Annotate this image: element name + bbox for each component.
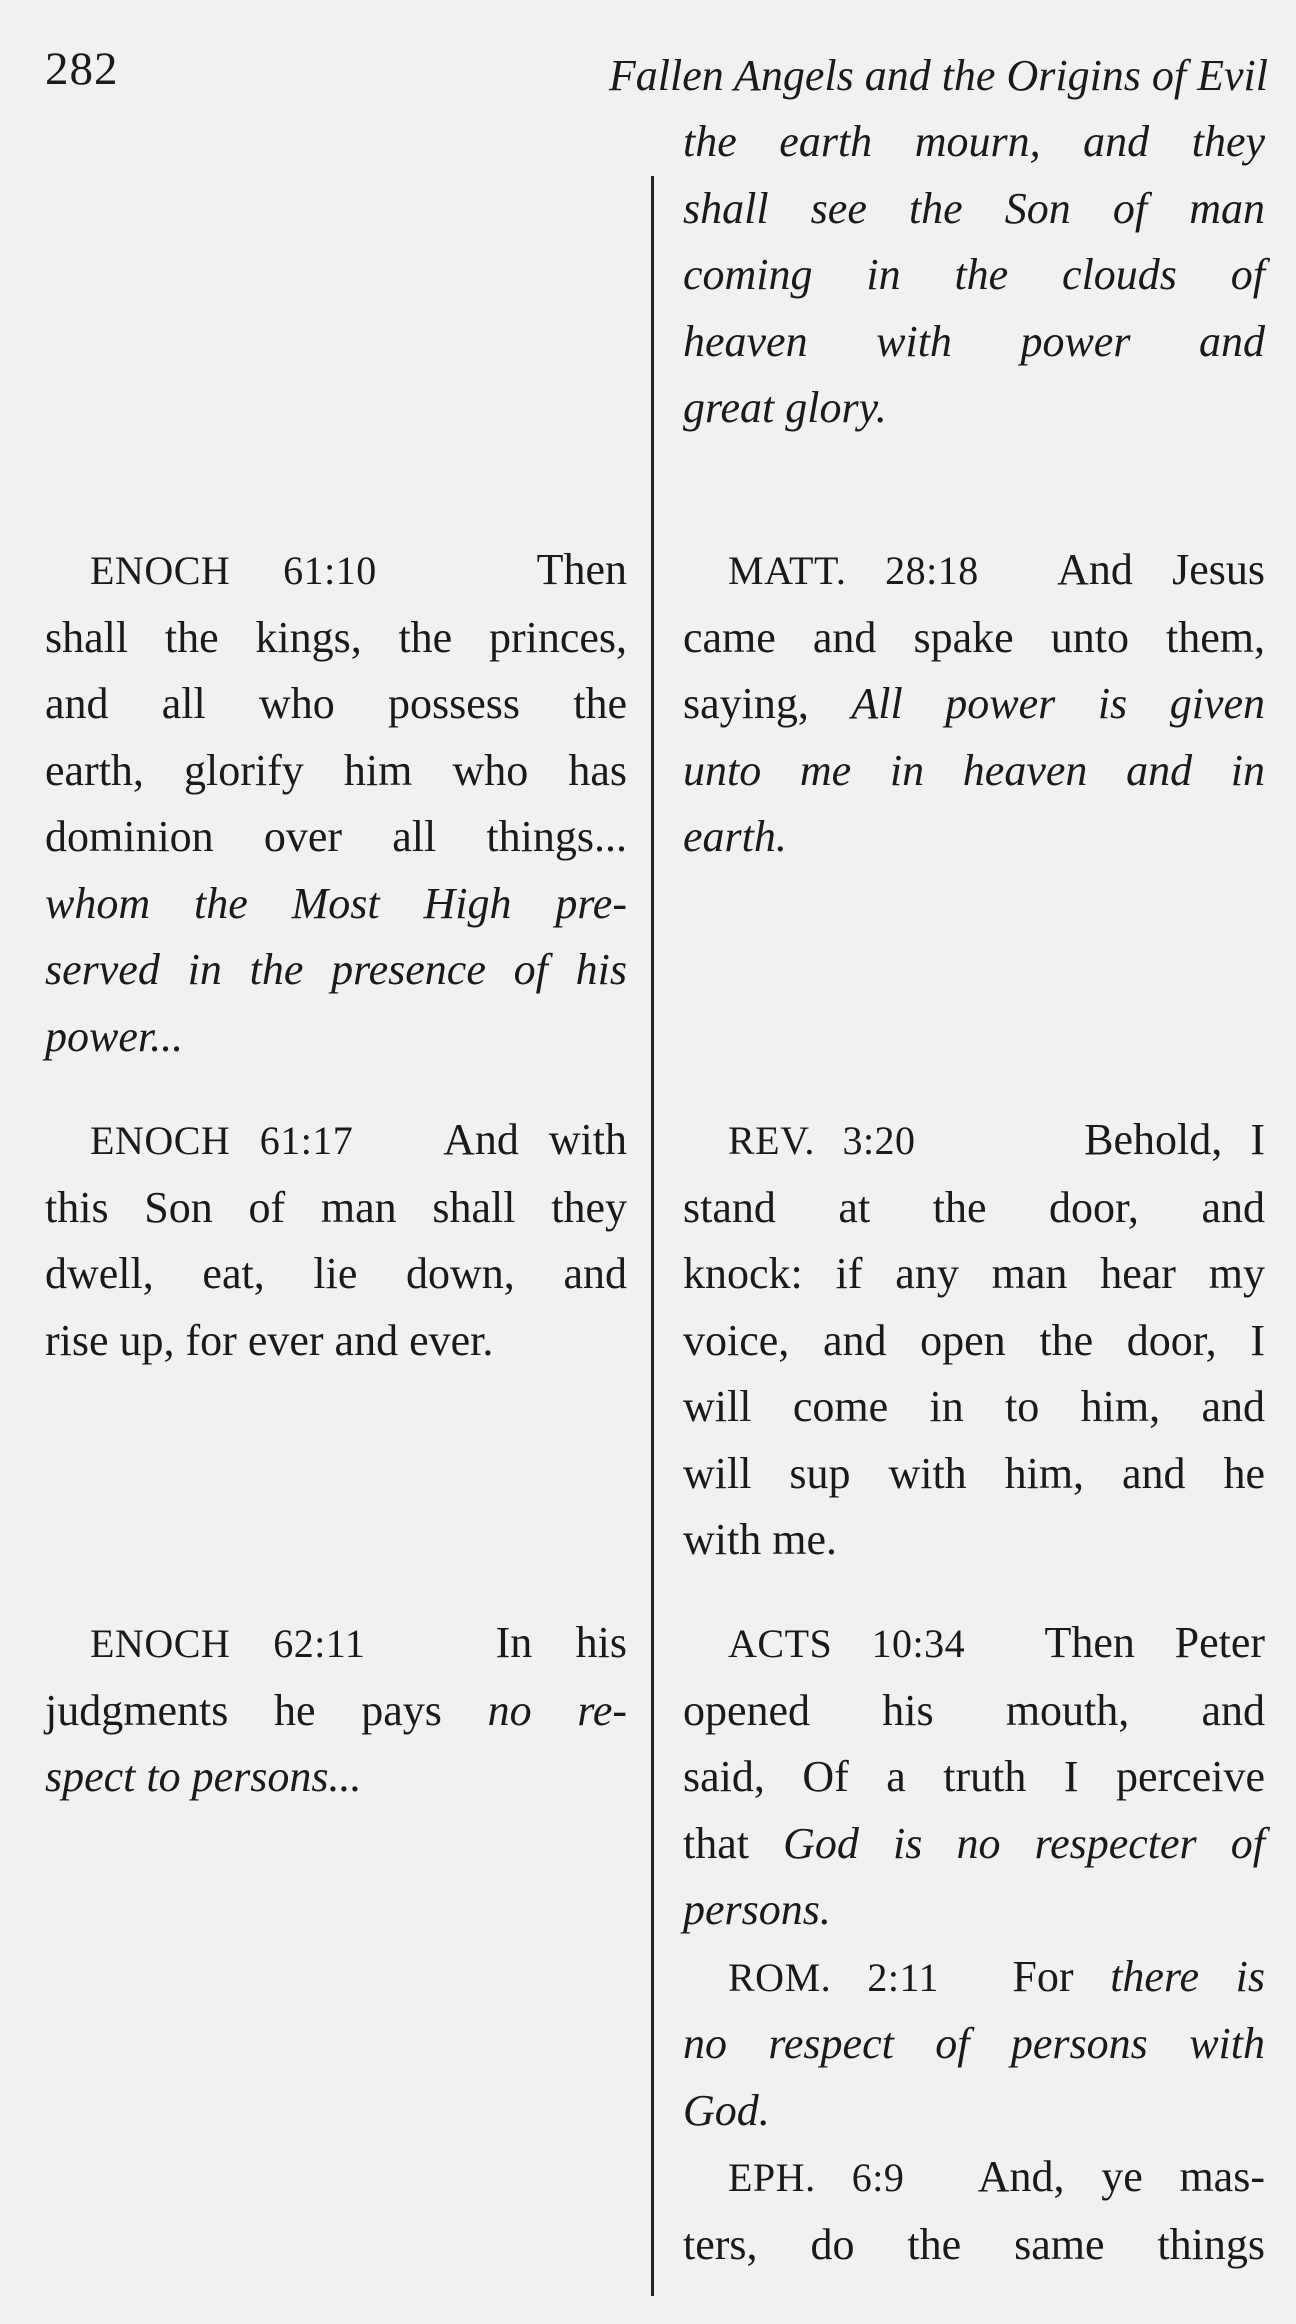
page-number: 282 [45, 43, 119, 95]
verse-text: And Jesus [1057, 545, 1265, 594]
verse-line: stand at the door, and [683, 1182, 1265, 1232]
right-continuation [683, 109, 1265, 442]
verse-line: will sup with him, and he [683, 1448, 1265, 1498]
verse-line: no re- [487, 1685, 627, 1735]
verse-text: Behold, I [1084, 1115, 1265, 1164]
verse-line: this Son of man shall they [45, 1182, 627, 1232]
verse-line: power... [45, 1011, 184, 1061]
verse-line: God. [683, 2085, 770, 2135]
continuation-line: the earth mourn, and they [683, 117, 1265, 166]
verse-text: And, ye mas- [977, 2152, 1265, 2201]
verse-text: there is [1110, 1951, 1266, 2001]
enoch-61-17-passage [45, 1107, 627, 1374]
verse-line: said, Of a truth I perceive [683, 1752, 1265, 1801]
verse-line: knock: if any man hear my [683, 1249, 1265, 1298]
continuation-line: heaven with power and [683, 316, 1265, 366]
verse-reference: ENOCH 61:17 [90, 1118, 354, 1163]
verse-line: ters, do the same things [683, 2219, 1265, 2269]
verse-line: dwell, eat, lie down, and [45, 1249, 627, 1298]
verse-reference: ACTS 10:34 [728, 1621, 966, 1666]
verse-line: that [683, 1818, 784, 1868]
verse-text: And with [443, 1115, 627, 1164]
verse-line: and all who possess the [45, 679, 627, 728]
verse-line: opened his mouth, and [683, 1685, 1265, 1735]
verse-line: came and spake unto them, [683, 612, 1265, 662]
verse-line: no respect of persons with [683, 2019, 1265, 2068]
continuation-line: coming in the clouds of [683, 250, 1265, 299]
enoch-62-11-passage [45, 1610, 627, 1811]
verse-line: rise up, for ever and ever. [45, 1315, 494, 1365]
verse-line: spect to persons... [45, 1752, 362, 1801]
verse-line: earth, glorify him who has [45, 745, 627, 795]
verse-line: unto me in heaven and in [683, 745, 1265, 795]
verse-text: For [1012, 1951, 1111, 2001]
verse-reference: REV. 3:20 [728, 1118, 916, 1163]
verse-text: Then Peter [1044, 1618, 1266, 1667]
verse-reference: ENOCH 62:11 [90, 1621, 366, 1666]
verse-reference: EPH. 6:9 [728, 2155, 905, 2200]
column-divider [651, 176, 654, 2296]
enoch-61-10-passage [45, 537, 627, 1070]
verse-line: earth. [683, 812, 787, 861]
verse-line: saying, [683, 679, 852, 728]
rev-3-20-passage [683, 1107, 1265, 1574]
acts-10-34-passage [683, 1610, 1265, 2278]
matt-28-18-passage [683, 537, 1265, 871]
continuation-line: shall see the Son of man [683, 183, 1265, 233]
verse-line: voice, and open the door, I [683, 1315, 1265, 1365]
verse-text: Then [536, 545, 627, 594]
verse-line: whom the Most High pre- [45, 878, 627, 928]
running-title: Fallen Angels and the Origins of Evil [608, 51, 1268, 100]
continuation-line: great glory. [683, 383, 887, 432]
verse-line: God is no respecter of [783, 1818, 1265, 1868]
verse-line: All power is given [851, 679, 1265, 728]
verse-reference: MATT. 28:18 [728, 548, 979, 593]
verse-line: shall the kings, the princes, [45, 612, 627, 662]
verse-line: persons. [683, 1885, 831, 1934]
verse-line: dominion over all things... [45, 812, 627, 861]
verse-line: served in the presence of his [45, 945, 627, 994]
verse-text: In his [495, 1618, 628, 1667]
verse-reference: ROM. 2:11 [728, 1954, 939, 2000]
verse-line: with me. [683, 1515, 837, 1564]
verse-line: will come in to him, and [683, 1382, 1265, 1431]
verse-reference: ENOCH 61:10 [90, 548, 377, 593]
verse-line: judgments he pays [45, 1685, 488, 1735]
